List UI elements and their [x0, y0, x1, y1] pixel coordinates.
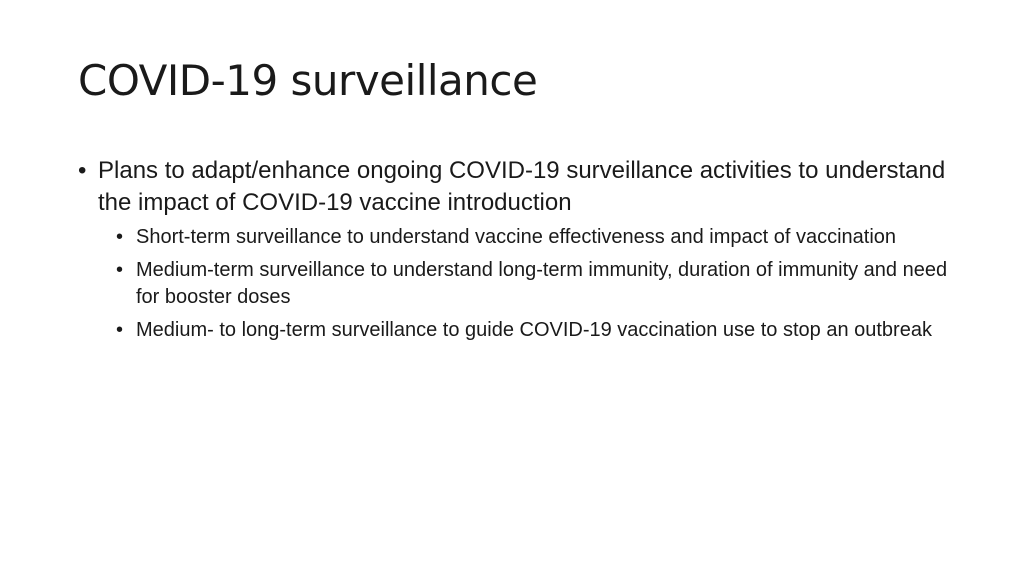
- sub-bullet-dot-icon: •: [116, 319, 124, 341]
- sub-bullet-item: [78, 224, 958, 251]
- sub-bullet-text: Medium- to long-term surveillance to guide COVID-19 vaccination use to stop an outbreak: [136, 319, 932, 341]
- bullet-text: Plans to adapt/enhance ongoing COVID-19 surveillance activities to understand the impact of COVID-19 vaccine introduction: [98, 157, 946, 216]
- bullet-item: [78, 155, 958, 219]
- sub-bullet-dot-icon: •: [116, 259, 124, 281]
- sub-bullet-list: [78, 224, 958, 344]
- slide-title: COVID-19 surveillance: [78, 56, 538, 105]
- sub-bullet-item: [78, 257, 958, 311]
- sub-bullet-text: Medium-term surveillance to understand long-term immunity, duration of immunity and need for booster doses: [136, 259, 948, 308]
- sub-bullet-item: [78, 317, 958, 344]
- bullet-dot-icon: •: [78, 157, 87, 184]
- sub-bullet-text: Short-term surveillance to understand vaccine effectiveness and impact of vaccination: [136, 226, 897, 248]
- slide-body: [78, 155, 958, 350]
- sub-bullet-dot-icon: •: [116, 226, 124, 248]
